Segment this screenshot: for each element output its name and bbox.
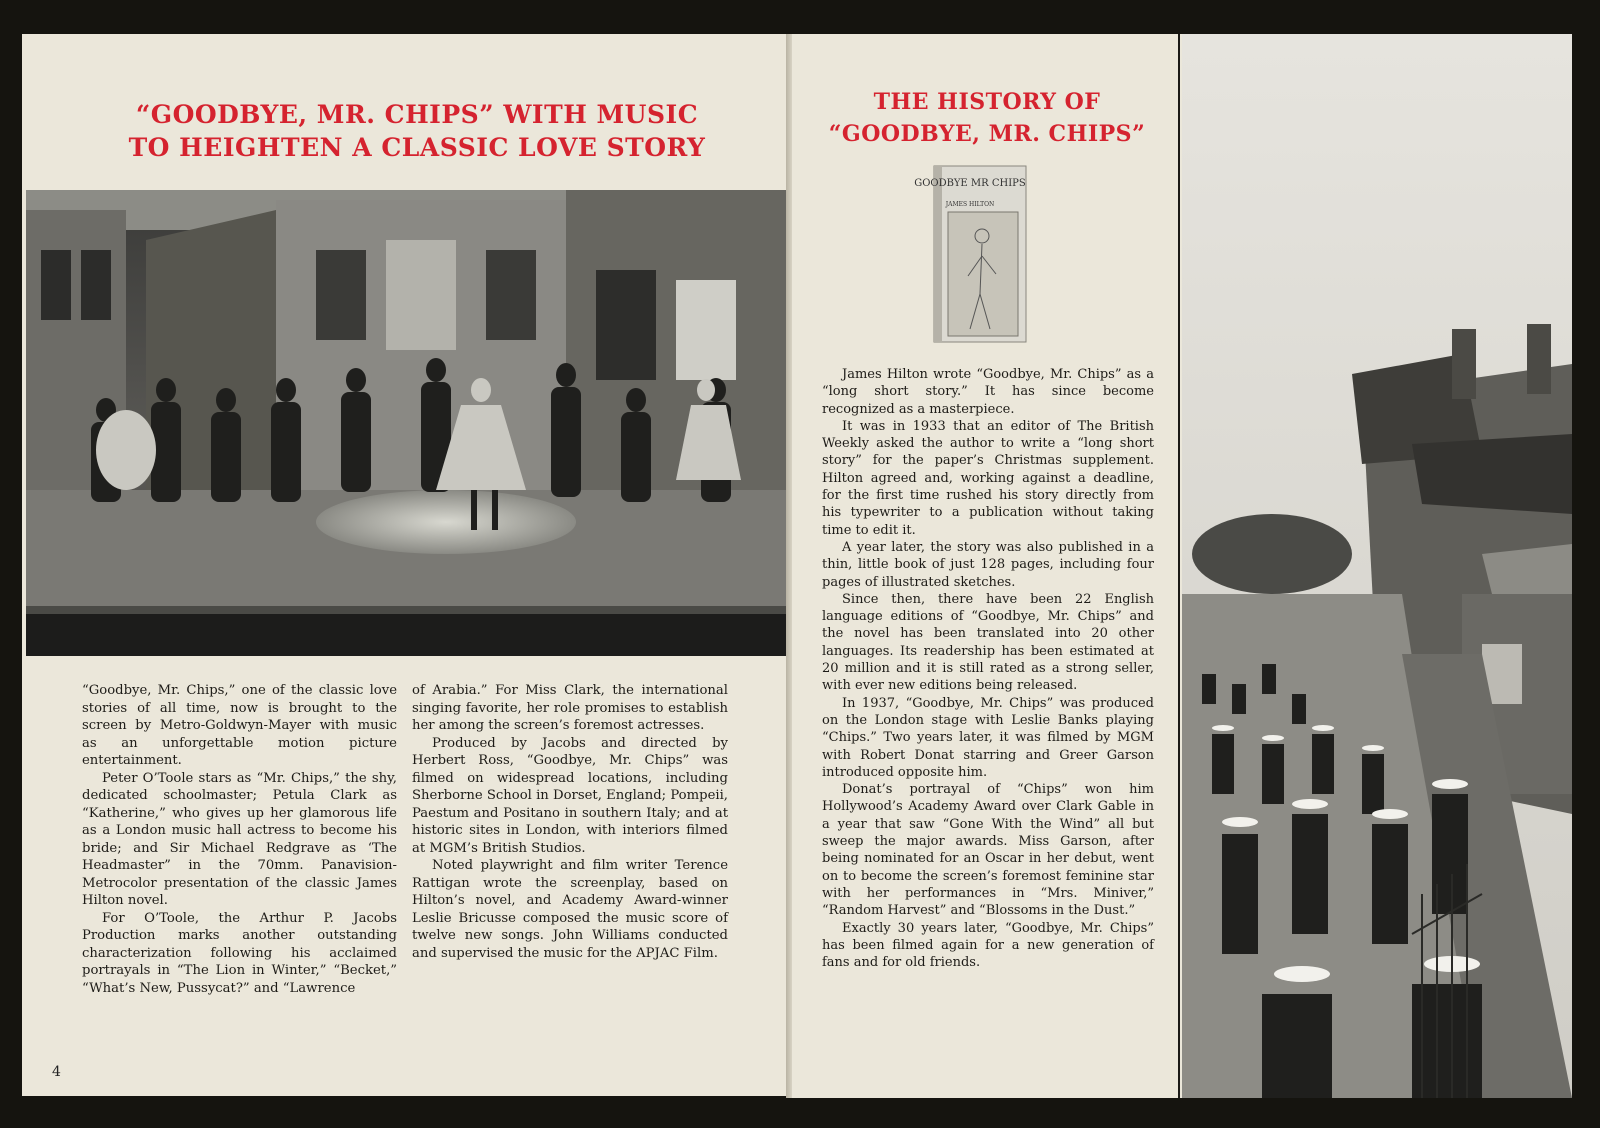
paragraph: Peter O’Toole stars as “Mr. Chips,” the shy, dedicated schoolmaster; Petula Clark as “Katherine,” who gives up her glamorous life as a London music hall actress to become his bride; and Sir Michael Redgrave as ‘The Headmaster” in the 70mm. Panavision-Metrocolor presentation of the classic James Hilton novel. <box>82 770 397 908</box>
paragraph: It was in 1933 that an editor of The British Weekly asked the author to write a “long short story” for the paper’s Christmas supplement. Hilton agreed and, working against a deadline, for the first time rushed his story directly from his typewriter to a publication without taking time to edit it. <box>822 418 1154 538</box>
paragraph: For O’Toole, the Arthur P. Jacobs Production marks another outstanding characterization following his acclaimed portrayals in “The Lion in Winter,” “Becket,” “What’s New, Pussycat?” and “Lawrence <box>82 910 397 996</box>
book-cover-author: JAMES HILTON <box>945 201 995 208</box>
left-column-a <box>82 682 397 997</box>
page-number: 4 <box>52 1064 61 1080</box>
paragraph: James Hilton wrote “Goodbye, Mr. Chips” as a “long short story.” It has since become recognized as a masterpiece. <box>822 367 1154 417</box>
school-photo-graphic <box>1182 34 1572 1098</box>
paragraph: “Goodbye, Mr. Chips,” one of the classic love stories of all time, now is brought to the screen by Metro-Goldwyn-Mayer with music as an unforgettable motion picture entertainment. <box>82 683 397 768</box>
stage-photo-graphic <box>26 190 794 656</box>
paragraph: Donat’s portrayal of “Chips” won him Hollywood’s Academy Award over Clark Gable in a year that saw “Gone With the Wind” all but sweep the major awards. Miss Garson, after being nominated for an Oscar in her debut, went on to become the screen’s foremost feminine star with her performances in “Mrs. Miniver,” “Random Harvest” and “Blossoms in the Dust.” <box>822 782 1154 919</box>
paragraph: A year later, the story was also published in a thin, little book of just 128 pages, including four pages of illustrated sketches. <box>822 539 1154 590</box>
right-column <box>822 366 1154 971</box>
left-headline: “GOODBYE, MR. CHIPS” WITH MUSIC TO HEIGHTEN A CLASSIC LOVE STORY <box>128 100 706 162</box>
paragraph: Noted playwright and film writer Terence Rattigan wrote the screenplay, based on Hilton’s novel, and Academy Award-winner Leslie Bricusse composed the music score of twelve new songs. John Williams conducted and supervised the music for the APJAC Film. <box>412 858 728 961</box>
stage-photo <box>26 190 794 656</box>
paragraph: In 1937, “Goodbye, Mr. Chips” was produced on the London stage with Leslie Banks playing “Chips.” Two years later, it was filmed by MGM with Robert Donat starring and Greer Garson introduced opposite him. <box>822 695 1154 780</box>
left-page <box>22 34 794 1096</box>
photo-divider <box>1178 34 1180 1098</box>
paragraph: of Arabia.” For Miss Clark, the international singing favorite, her role promises to establish her among the screen’s foremost actresses. <box>412 683 728 733</box>
book-cover-image <box>914 164 1030 344</box>
book-cover-title: GOODBYE MR CHIPS <box>914 178 1026 189</box>
paragraph: Since then, there have been 22 English language editions of “Goodbye, Mr. Chips” and the novel has been translated into 20 other languages. Its readership has been estimated at 20 million and it is still rated as a strong seller, with ever new editions being released. <box>822 591 1154 694</box>
right-headline: THE HISTORY OF “GOODBYE, MR. CHIPS” <box>828 89 1146 147</box>
paragraph: Produced by Jacobs and directed by Herbert Ross, “Goodbye, Mr. Chips” was filmed on widespread locations, including Sherborne School in Dorset, England; Pompeii, Paestum and Positano in southern Italy; and at historic sites in London, with interiors filmed at MGM’s British Studios. <box>412 735 728 856</box>
school-photo <box>1182 34 1572 1098</box>
right-page <box>792 34 1572 1098</box>
paragraph: Exactly 30 years later, “Goodbye, Mr. Chips” has been filmed again for a new generation of fans and for old friends. <box>822 920 1154 971</box>
left-column-b <box>412 682 728 962</box>
